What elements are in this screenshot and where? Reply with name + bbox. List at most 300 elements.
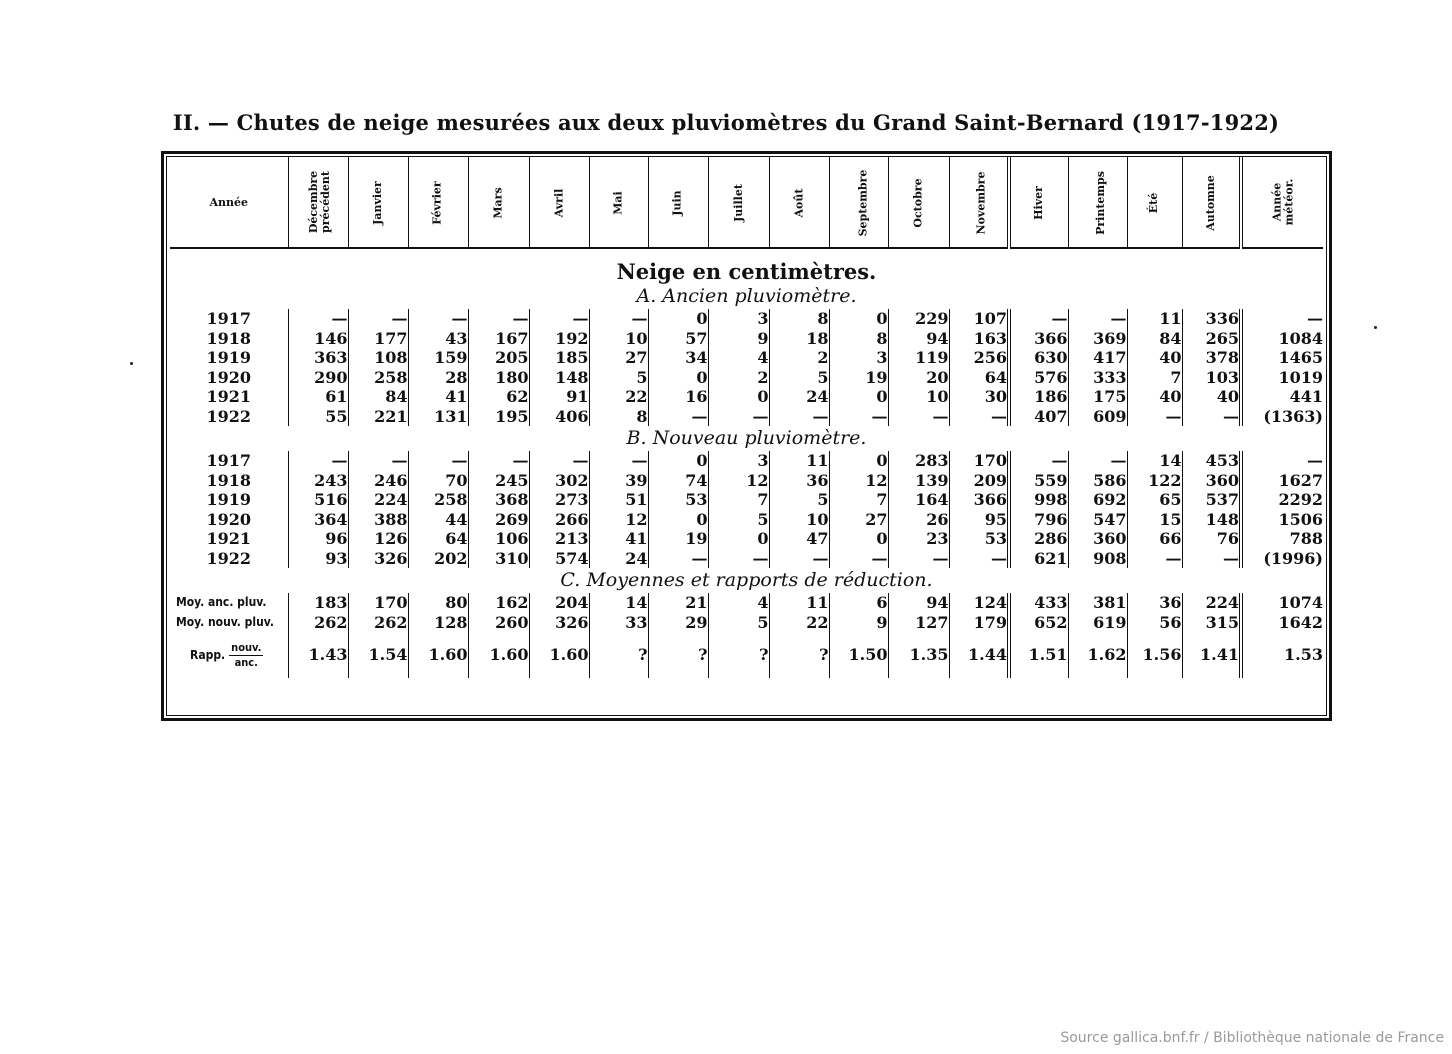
value-cell: 180 [468,368,529,388]
value-cell: 14 [589,593,648,613]
table-row [170,593,1323,613]
value-cell: 14 [1127,451,1182,471]
value-cell: — [1127,549,1182,569]
value-cell: 1642 [1241,613,1323,633]
value-cell: 407 [1009,407,1068,427]
value-cell: 378 [1182,348,1241,368]
year-cell: 1922 [206,548,252,568]
value-cell: 243 [288,471,348,491]
value-cell: 40 [1127,348,1182,368]
section-b-heading-row [170,426,1323,451]
value-cell: 908 [1068,549,1127,569]
unit-heading-row [170,259,1323,284]
value-cell: 5 [769,368,829,388]
value-cell: 94 [888,593,949,613]
value-cell: 0 [648,368,708,388]
value-cell: 1506 [1241,510,1323,530]
year-cell: 1917 [206,309,252,328]
column-header-label: Février [431,180,444,225]
column-header [589,157,648,248]
value-cell: 124 [949,593,1009,613]
value-cell: 574 [529,549,589,569]
value-cell: 2292 [1241,490,1323,510]
ratio-value-cell: 1.35 [888,632,949,678]
value-cell: 0 [829,387,888,407]
value-cell: 107 [949,309,1009,329]
column-header-label: Octobre [911,177,925,228]
ratio-label-cell [170,632,288,678]
value-cell: — [288,451,348,471]
value-cell: 12 [829,471,888,491]
value-cell: 586 [1068,471,1127,491]
value-cell: — [1068,309,1127,329]
value-cell: 1627 [1241,471,1323,491]
value-cell: (1363) [1241,407,1323,427]
value-cell: 131 [408,407,468,427]
value-cell: 127 [888,613,949,633]
speck-left [130,362,133,365]
value-cell: 64 [408,529,468,549]
value-cell: 3 [708,451,769,471]
ratio-value-cell: ? [648,632,708,678]
value-cell: 3 [708,309,769,329]
value-cell: 245 [468,471,529,491]
table-header [170,157,1323,248]
column-header [348,157,408,248]
ratio-value-cell: 1.44 [949,632,1009,678]
column-header-label: Avril [551,188,565,217]
value-cell: — [949,549,1009,569]
value-cell: 441 [1241,387,1323,407]
value-cell: 21 [648,593,708,613]
value-cell: 364 [288,510,348,530]
ratio-value-cell: ? [708,632,769,678]
table-row [170,471,1323,491]
value-cell: 4 [708,348,769,368]
table-row [170,348,1323,368]
ratio-value-cell: 1.43 [288,632,348,678]
value-cell: 0 [648,451,708,471]
column-header-label: Mars [491,186,505,219]
value-cell: — [888,549,949,569]
value-cell: 12 [589,510,648,530]
column-header-label: Août [791,188,805,217]
value-cell: 221 [348,407,408,427]
section-heading: Neige en centimètres. [616,259,877,284]
value-cell: 209 [949,471,1009,491]
value-cell: 1019 [1241,368,1323,388]
value-cell: 262 [348,613,408,633]
value-cell: 40 [1127,387,1182,407]
value-cell: — [829,407,888,427]
value-cell: 381 [1068,593,1127,613]
value-cell: 366 [1009,329,1068,349]
column-header [1182,157,1241,248]
value-cell: — [408,309,468,329]
value-cell: 224 [1182,593,1241,613]
value-cell: 10 [589,329,648,349]
column-header-label: Mai [611,190,625,215]
page-title: II. — Chutes de neige mesurées aux deux pluviomètres du Grand Saint-Bernard (1917-1922) [172,110,1280,135]
value-cell: 7 [829,490,888,510]
value-cell: — [708,549,769,569]
value-cell: 6 [829,593,888,613]
value-cell: 652 [1009,613,1068,633]
value-cell: 66 [1127,529,1182,549]
table-row [170,510,1323,530]
value-cell: 0 [648,309,708,329]
value-cell: 56 [1127,613,1182,633]
value-cell: — [1009,451,1068,471]
value-cell: 619 [1068,613,1127,633]
value-cell: 213 [529,529,589,549]
value-cell: 26 [888,510,949,530]
year-cell: 1921 [206,387,252,406]
value-cell: 326 [348,549,408,569]
value-cell: — [708,407,769,427]
year-cell: 1919 [206,348,252,367]
column-header-label: Automne [1203,174,1217,231]
value-cell: — [1241,451,1323,471]
value-cell: 96 [288,529,348,549]
value-cell: 23 [888,529,949,549]
value-cell: 265 [1182,329,1241,349]
value-cell: 122 [1127,471,1182,491]
value-cell: 170 [949,451,1009,471]
source-credit: Source gallica.bnf.fr / Bibliothèque nationale de France [1060,1030,1444,1046]
ratio-value-cell: 1.51 [1009,632,1068,678]
value-cell: 326 [529,613,589,633]
table-row [170,407,1323,427]
value-cell: 630 [1009,348,1068,368]
column-header [468,157,529,248]
value-cell: 185 [529,348,589,368]
value-cell: 0 [829,529,888,549]
value-cell: 27 [589,348,648,368]
value-cell: 61 [288,387,348,407]
value-cell: 94 [888,329,949,349]
column-header: Année [170,157,288,248]
value-cell: 148 [529,368,589,388]
value-cell: 310 [468,549,529,569]
value-cell: 360 [1182,471,1241,491]
column-header [769,157,829,248]
column-header-label: Septembre [855,169,869,236]
year-cell: 1921 [206,529,252,548]
value-cell: 2 [769,348,829,368]
value-cell: 170 [348,593,408,613]
value-cell: 15 [1127,510,1182,530]
column-header [888,157,949,248]
value-cell: 204 [529,593,589,613]
ratio-value-cell: 1.62 [1068,632,1127,678]
value-cell: 7 [1127,368,1182,388]
value-cell: 0 [648,510,708,530]
value-cell: 103 [1182,368,1241,388]
value-cell: 7 [708,490,769,510]
value-cell: 269 [468,510,529,530]
value-cell: 51 [589,490,648,510]
year-cell: 1920 [206,367,252,387]
value-cell: 10 [769,510,829,530]
value-cell: 998 [1009,490,1068,510]
value-cell: — [888,407,949,427]
table-body [170,248,1323,678]
ratio-value-cell: 1.53 [1241,632,1323,678]
value-cell: 1084 [1241,329,1323,349]
year-cell: 1917 [206,451,252,470]
value-cell: 62 [468,387,529,407]
ratio-fraction [229,641,263,670]
value-cell: 609 [1068,407,1127,427]
value-cell: 9 [708,329,769,349]
value-cell: — [1182,549,1241,569]
value-cell: 260 [468,613,529,633]
header-row [170,157,1323,248]
value-cell: 36 [769,471,829,491]
value-cell: 30 [949,387,1009,407]
value-cell: 146 [288,329,348,349]
snowfall-table [170,157,1323,678]
column-header-label: Juin [670,189,684,216]
value-cell: 41 [408,387,468,407]
ratio-value-cell: 1.50 [829,632,888,678]
value-cell: 5 [769,490,829,510]
column-header-label: Janvier [370,180,384,225]
value-cell: — [348,451,408,471]
value-cell: 55 [288,407,348,427]
value-cell: 19 [829,368,888,388]
column-header [529,157,589,248]
table-row [170,387,1323,407]
value-cell: — [529,451,589,471]
value-cell: — [348,309,408,329]
table-row [170,451,1323,471]
section-heading: C. Moyennes et rapports de réduction. [560,569,933,591]
column-header [1127,157,1182,248]
value-cell: 148 [1182,510,1241,530]
value-cell: 547 [1068,510,1127,530]
value-cell: 126 [348,529,408,549]
value-cell: — [648,549,708,569]
value-cell: 57 [648,329,708,349]
value-cell: 0 [708,387,769,407]
column-header-label: Novembre [973,171,987,234]
value-cell: 177 [348,329,408,349]
value-cell: 108 [348,348,408,368]
value-cell: 360 [1068,529,1127,549]
value-cell: 18 [769,329,829,349]
value-cell: 16 [648,387,708,407]
value-cell: 192 [529,329,589,349]
table-row [170,549,1323,569]
value-cell: 202 [408,549,468,569]
value-cell: 621 [1009,549,1068,569]
section-c-heading-row [170,568,1323,593]
value-cell: 84 [1127,329,1182,349]
value-cell: 3 [829,348,888,368]
value-cell: 417 [1068,348,1127,368]
column-header [288,157,348,248]
column-header [408,157,468,248]
ratio-value-cell: ? [769,632,829,678]
value-cell: 33 [589,613,648,633]
value-cell: 8 [589,407,648,427]
ratio-value-cell: 1.56 [1127,632,1182,678]
value-cell: 11 [769,593,829,613]
value-cell: 336 [1182,309,1241,329]
value-cell: 9 [829,613,888,633]
column-header [708,157,769,248]
value-cell: 84 [348,387,408,407]
value-cell: 76 [1182,529,1241,549]
value-cell: 162 [468,593,529,613]
value-cell: 53 [949,529,1009,549]
value-cell: 43 [408,329,468,349]
value-cell: 27 [829,510,888,530]
value-cell: 128 [408,613,468,633]
value-cell: 8 [829,329,888,349]
value-cell: 286 [1009,529,1068,549]
value-cell: 516 [288,490,348,510]
table-row [170,490,1323,510]
ratio-value-cell: 1.60 [468,632,529,678]
value-cell: 164 [888,490,949,510]
section-heading: A. Ancien pluviomètre. [636,285,857,307]
value-cell: 369 [1068,329,1127,349]
value-cell: 796 [1009,510,1068,530]
value-cell: 406 [529,407,589,427]
value-cell: 28 [408,368,468,388]
value-cell: 12 [708,471,769,491]
value-cell: 41 [589,529,648,549]
value-cell: 8 [769,309,829,329]
value-cell: 368 [468,490,529,510]
value-cell: 106 [468,529,529,549]
value-cell: — [769,407,829,427]
ratio-value-cell: ? [589,632,648,678]
value-cell: 163 [949,329,1009,349]
table-row [170,329,1323,349]
value-cell: 258 [408,490,468,510]
column-header [648,157,708,248]
value-cell: — [1127,407,1182,427]
value-cell: 24 [589,549,648,569]
value-cell: 559 [1009,471,1068,491]
value-cell: — [1182,407,1241,427]
year-cell: 1920 [206,509,252,529]
column-header-label: Année météor. [1269,178,1295,226]
year-cell: 1919 [206,490,252,509]
value-cell: 22 [769,613,829,633]
value-cell: — [468,309,529,329]
value-cell: 205 [468,348,529,368]
column-header [949,157,1009,248]
value-cell: 159 [408,348,468,368]
ratio-value-cell: 1.60 [408,632,468,678]
value-cell: — [589,451,648,471]
value-cell: 11 [1127,309,1182,329]
value-cell: 333 [1068,368,1127,388]
value-cell: 4 [708,593,769,613]
value-cell: 246 [348,471,408,491]
column-header [1241,157,1323,248]
value-cell: 302 [529,471,589,491]
value-cell: — [1068,451,1127,471]
value-cell: 65 [1127,490,1182,510]
value-cell: 5 [708,613,769,633]
ratio-label: Rapp. [190,648,226,662]
value-cell: 34 [648,348,708,368]
ratio-value-cell: 1.60 [529,632,589,678]
value-cell: 266 [529,510,589,530]
value-cell: 229 [888,309,949,329]
column-header [829,157,888,248]
value-cell: — [1241,309,1323,329]
ratio-denominator: anc. [234,656,258,669]
value-cell: — [949,407,1009,427]
table-row [170,368,1323,388]
value-cell: 20 [888,368,949,388]
column-header-label: Hiver [1032,185,1046,220]
value-cell: 24 [769,387,829,407]
value-cell: 5 [589,368,648,388]
value-cell: 139 [888,471,949,491]
value-cell: 70 [408,471,468,491]
value-cell: 179 [949,613,1009,633]
value-cell: 283 [888,451,949,471]
value-cell: 29 [648,613,708,633]
value-cell: 175 [1068,387,1127,407]
section-a-heading-row [170,284,1323,309]
column-header-label: Décembre précédent [306,170,332,234]
column-header-label: Été [1147,192,1161,213]
value-cell: — [769,549,829,569]
value-cell: 167 [468,329,529,349]
table-row [170,309,1323,329]
value-cell: 80 [408,593,468,613]
column-header [1009,157,1068,248]
value-cell: 315 [1182,613,1241,633]
value-cell: 537 [1182,490,1241,510]
table-row [170,613,1323,633]
year-cell: 1918 [206,328,252,348]
value-cell: 195 [468,407,529,427]
value-cell: 363 [288,348,348,368]
value-cell: 19 [648,529,708,549]
value-cell: 10 [888,387,949,407]
value-cell: 262 [288,613,348,633]
value-cell: 22 [589,387,648,407]
ratio-numerator: nouv. [231,641,262,654]
value-cell: 186 [1009,387,1068,407]
value-cell: 119 [888,348,949,368]
year-cell: 1918 [206,470,252,490]
value-cell: 40 [1182,387,1241,407]
value-cell: — [1009,309,1068,329]
column-header-label: Juillet [731,183,745,222]
value-cell: 1074 [1241,593,1323,613]
value-cell: 11 [769,451,829,471]
value-cell: 224 [348,490,408,510]
column-header [1068,157,1127,248]
value-cell: 2 [708,368,769,388]
speck-right [1374,326,1377,329]
value-cell: 256 [949,348,1009,368]
value-cell: 93 [288,549,348,569]
ratio-row [170,632,1323,678]
value-cell: 91 [529,387,589,407]
